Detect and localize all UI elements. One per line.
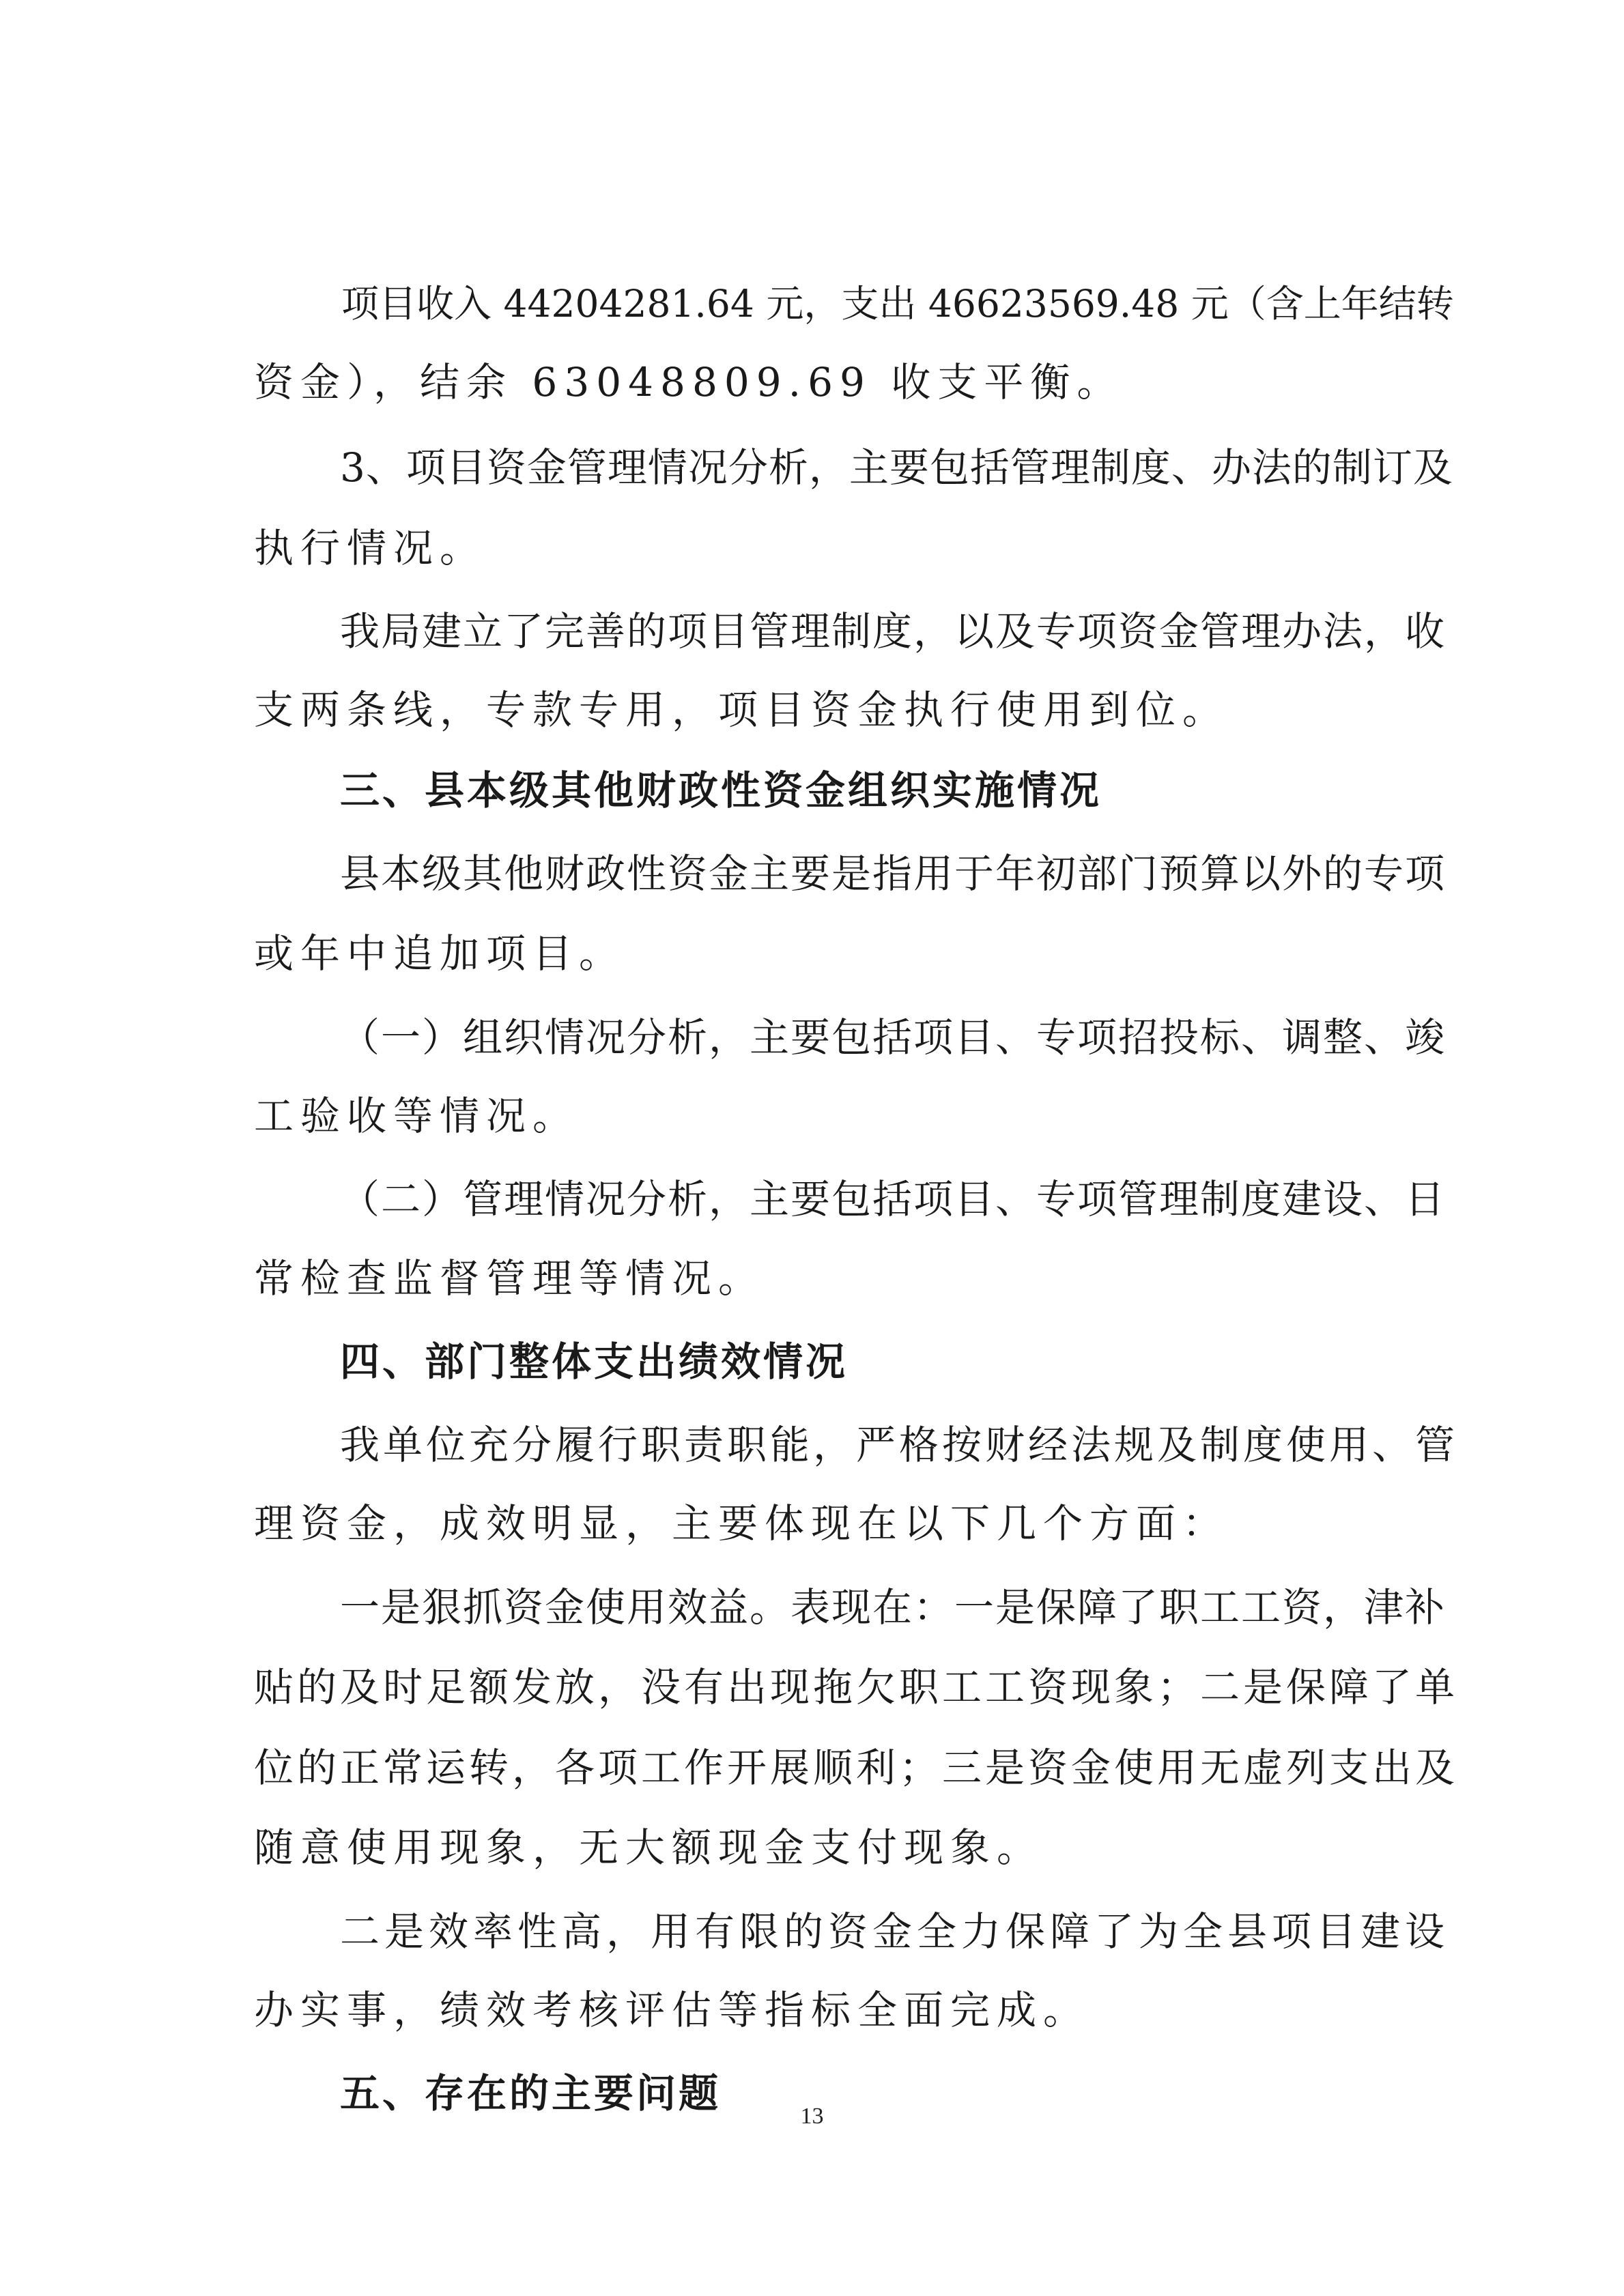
body-text-line: 工验收等情况。 (254, 1093, 580, 1139)
body-text-line: 我单位充分履行职责职能，严格按财经法规及制度使用、管 (340, 1422, 1459, 1468)
section-heading: 五、存在的主要问题 (340, 2070, 722, 2116)
body-text-line: （一）组织情况分析，主要包括项目、专项招投标、调整、竣 (340, 1014, 1447, 1061)
section-heading: 三、县本级其他财政性资金组织实施情况 (340, 767, 1102, 814)
body-text-line: 3、项目资金管理情况分析，主要包括管理制度、办法的制订及 (340, 444, 1453, 491)
body-text-line: 办实事，绩效考核评估等指标全面完成。 (254, 1987, 1090, 2033)
body-text-line: 随意使用现象，无大额现金支付现象。 (254, 1824, 1044, 1871)
body-text-line: 县本级其他财政性资金主要是指用于年初部门预算以外的专项 (340, 850, 1447, 897)
body-text-line: 项目收入 44204281.64 元，支出 46623569.48 元（含上年结转 (341, 282, 1454, 326)
body-text-line: 二是效率性高，用有限的资金全力保障了为全县项目建设 (340, 1908, 1450, 1955)
body-text-line: 我局建立了完善的项目管理制度，以及专项资金管理办法，收 (340, 608, 1447, 655)
body-text-line: 常检查监督管理等情况。 (254, 1255, 765, 1302)
body-text-line: 一是狠抓资金使用效益。表现在：一是保障了职工工资，津补 (340, 1584, 1447, 1631)
section-heading: 四、部门整体支出绩效情况 (340, 1338, 849, 1385)
body-text-line: 或年中追加项目。 (254, 930, 626, 977)
page-number: 13 (800, 2104, 824, 2129)
body-text-line: 贴的及时足额发放，没有出现拖欠职工工资现象；二是保障了单 (254, 1664, 1459, 1710)
body-text-line: （二）管理情况分析，主要包括项目、专项管理制度建设、日 (340, 1176, 1447, 1222)
body-text-line: 资金），结余 63048809.69 收支平衡。 (254, 359, 1124, 405)
body-text-line: 位的正常运转，各项工作开展顺利；三是资金使用无虚列支出及 (254, 1745, 1459, 1791)
body-text-line: 理资金，成效明显，主要体现在以下几个方面： (254, 1500, 1229, 1547)
body-text-line: 支两条线，专款专用，项目资金执行使用到位。 (254, 687, 1229, 733)
body-text-line: 执行情况。 (254, 525, 487, 571)
